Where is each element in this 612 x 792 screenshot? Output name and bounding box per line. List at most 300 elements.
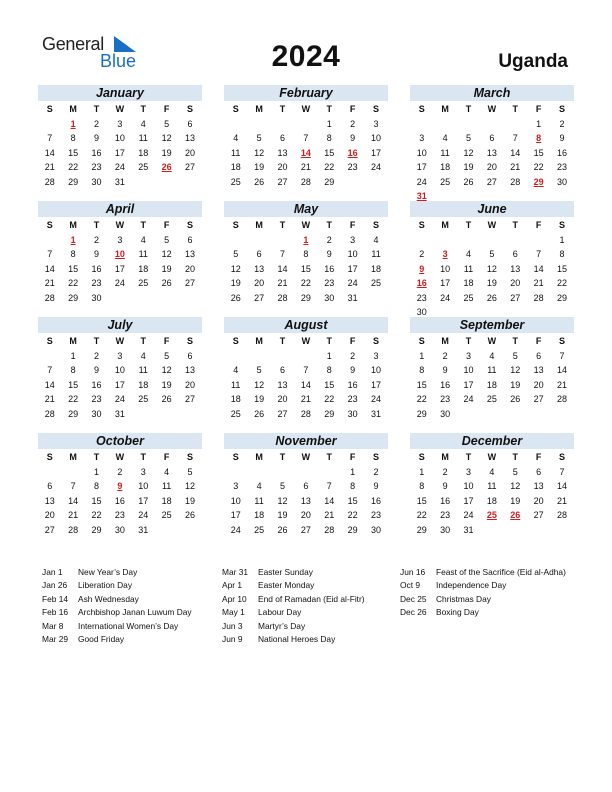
day: 22 <box>300 278 311 288</box>
day: 7 <box>303 365 309 375</box>
day: 29 <box>68 292 79 303</box>
day: 6 <box>187 350 193 361</box>
empty-day <box>38 349 61 364</box>
weekday-label: S <box>373 104 380 114</box>
day: 2 <box>350 350 356 361</box>
holiday-name: Boxing Day <box>436 607 479 618</box>
day: 22 <box>324 162 335 172</box>
day: 12 <box>463 147 474 158</box>
day-grid <box>38 102 202 189</box>
holiday-column <box>400 566 566 620</box>
day: 15 <box>324 147 335 158</box>
day: 21 <box>324 510 335 520</box>
day: 13 <box>533 365 544 375</box>
day: 18 <box>440 162 451 172</box>
holiday-day: 31 <box>416 191 427 201</box>
weekday-label: S <box>373 452 380 462</box>
day-grid <box>38 334 202 421</box>
weekday-label: T <box>465 104 472 114</box>
day: 16 <box>347 379 358 390</box>
day: 1 <box>326 350 332 361</box>
year-title: 2024 <box>271 40 341 73</box>
day: 26 <box>254 176 265 187</box>
day: 21 <box>44 278 55 288</box>
day: 28 <box>533 292 544 303</box>
day: 8 <box>419 481 425 491</box>
holiday-day: 10 <box>114 249 125 259</box>
empty-day <box>38 117 61 132</box>
day: 25 <box>486 394 497 404</box>
empty-day <box>271 349 294 364</box>
day: 26 <box>486 292 497 303</box>
day: 6 <box>279 133 285 143</box>
day: 8 <box>70 365 76 375</box>
day: 25 <box>138 394 149 404</box>
holiday-row <box>400 579 566 592</box>
weekday-label: S <box>418 220 425 230</box>
day: 12 <box>230 263 241 274</box>
day: 14 <box>44 147 55 158</box>
day: 2 <box>419 249 425 259</box>
day: 23 <box>114 510 125 520</box>
day: 24 <box>138 510 149 520</box>
weekday-label: W <box>301 452 311 462</box>
day: 14 <box>68 495 79 506</box>
weekday-label: W <box>115 104 125 114</box>
day: 16 <box>557 147 568 158</box>
day: 10 <box>371 133 382 143</box>
day: 19 <box>161 263 172 274</box>
day: 13 <box>533 481 544 491</box>
month-july <box>38 317 202 421</box>
day: 23 <box>91 394 102 404</box>
day: 4 <box>164 466 170 477</box>
weekday-label: M <box>441 104 449 114</box>
weekday-label: T <box>279 220 286 230</box>
day-grid <box>410 218 574 320</box>
day: 30 <box>91 408 102 419</box>
day: 11 <box>231 147 241 158</box>
day: 3 <box>117 350 123 361</box>
holiday-name: Independence Day <box>436 580 507 591</box>
day: 7 <box>47 133 53 143</box>
day: 6 <box>303 481 309 491</box>
day: 30 <box>371 524 382 535</box>
month-title: September <box>410 317 574 333</box>
weekday-label: T <box>512 104 518 114</box>
month-title: March <box>410 85 574 101</box>
weekday-label: M <box>255 104 263 114</box>
day: 9 <box>350 365 356 375</box>
day: 5 <box>279 481 285 491</box>
day: 4 <box>140 118 146 129</box>
day: 27 <box>254 292 265 303</box>
month-title: December <box>410 433 574 449</box>
day: 9 <box>373 481 379 491</box>
day: 15 <box>533 147 544 158</box>
day: 27 <box>185 278 196 288</box>
day: 2 <box>350 118 356 129</box>
holiday-name: Feast of the Sacrifice (Eid al-Adha) <box>436 567 566 577</box>
day: 26 <box>254 408 265 419</box>
day: 1 <box>326 118 332 129</box>
day: 8 <box>70 249 76 259</box>
day: 19 <box>510 495 521 506</box>
day: 15 <box>68 147 79 158</box>
day: 19 <box>277 510 288 520</box>
day: 17 <box>138 495 149 506</box>
day: 30 <box>114 524 125 535</box>
day: 18 <box>371 263 382 274</box>
day: 5 <box>187 466 193 477</box>
empty-day <box>247 117 270 132</box>
empty-day <box>247 233 270 248</box>
holiday-row <box>42 620 192 633</box>
day: 20 <box>486 162 497 172</box>
weekday-label: S <box>187 104 194 114</box>
day: 25 <box>371 278 382 288</box>
day: 19 <box>161 147 172 158</box>
day: 7 <box>303 133 309 143</box>
day: 9 <box>559 133 565 143</box>
day: 11 <box>487 365 497 375</box>
day: 27 <box>300 524 311 535</box>
day: 27 <box>277 408 288 419</box>
day: 22 <box>68 162 79 172</box>
day: 7 <box>559 466 565 477</box>
day: 8 <box>419 365 425 375</box>
month-title: April <box>38 201 202 217</box>
day: 23 <box>416 292 427 303</box>
day: 24 <box>463 394 474 404</box>
day-grid <box>38 218 202 305</box>
day: 30 <box>416 307 427 317</box>
month-title: May <box>224 201 388 217</box>
empty-day <box>271 465 294 480</box>
day: 24 <box>371 394 382 404</box>
holiday-day: 3 <box>442 249 448 259</box>
day: 23 <box>324 278 335 288</box>
day: 30 <box>91 292 102 303</box>
day: 31 <box>114 176 125 187</box>
holiday-name: Liberation Day <box>78 580 133 591</box>
weekday-label: T <box>326 220 332 230</box>
empty-day <box>38 233 61 248</box>
holiday-name: Archbishop Janan Luwum Day <box>78 607 192 618</box>
day: 3 <box>465 350 471 361</box>
day: 23 <box>440 510 451 520</box>
holiday-name: New Year’s Day <box>78 567 138 577</box>
day: 2 <box>442 466 448 477</box>
day: 24 <box>347 278 358 288</box>
weekday-label: T <box>512 220 518 230</box>
holiday-name: Good Friday <box>78 633 125 644</box>
weekday-label: W <box>115 452 125 462</box>
day: 13 <box>300 495 311 506</box>
day: 5 <box>512 350 518 361</box>
holiday-date: Jun 3 <box>222 620 243 631</box>
day: 15 <box>416 379 427 390</box>
day: 20 <box>533 495 544 506</box>
weekday-label: T <box>140 220 146 230</box>
holiday-name: National Heroes Day <box>258 633 336 644</box>
day: 28 <box>44 408 55 419</box>
empty-day <box>247 349 270 364</box>
day: 26 <box>277 524 288 535</box>
day: 26 <box>230 292 241 303</box>
day: 22 <box>557 278 568 288</box>
day: 30 <box>440 408 451 419</box>
weekday-label: S <box>187 336 194 346</box>
day-grid <box>224 450 388 537</box>
day: 3 <box>140 466 146 477</box>
day: 7 <box>279 249 285 259</box>
day: 14 <box>300 379 311 390</box>
weekday-label: S <box>187 220 194 230</box>
day: 21 <box>510 162 521 172</box>
day: 18 <box>138 263 149 274</box>
empty-day <box>480 117 503 132</box>
day: 7 <box>70 481 76 491</box>
holiday-day: 26 <box>161 162 172 172</box>
day: 3 <box>419 133 425 143</box>
day: 30 <box>440 524 451 535</box>
day: 11 <box>138 133 148 143</box>
day: 21 <box>557 379 568 390</box>
day: 14 <box>557 365 568 375</box>
holiday-row <box>222 593 365 606</box>
weekday-label: T <box>465 336 472 346</box>
weekday-label: F <box>349 336 356 346</box>
day: 7 <box>47 365 53 375</box>
empty-day <box>224 349 247 364</box>
weekday-label: M <box>255 220 263 230</box>
day: 13 <box>486 147 497 158</box>
day: 5 <box>164 350 170 361</box>
holiday-name: Labour Day <box>258 607 302 618</box>
weekday-label: W <box>115 336 125 346</box>
day: 31 <box>138 524 149 535</box>
day: 31 <box>371 408 382 419</box>
weekday-label: S <box>232 336 239 346</box>
day: 22 <box>533 162 544 172</box>
weekday-label: W <box>301 336 311 346</box>
day: 11 <box>138 365 148 375</box>
day: 23 <box>91 162 102 172</box>
weekday-label: M <box>69 452 77 462</box>
day: 22 <box>416 510 427 520</box>
day: 2 <box>93 234 99 245</box>
day: 31 <box>463 524 474 535</box>
month-title: August <box>224 317 388 333</box>
weekday-label: M <box>69 336 77 346</box>
day: 10 <box>114 365 125 375</box>
day: 14 <box>44 263 55 274</box>
day-grid <box>410 102 574 204</box>
day: 14 <box>557 481 568 491</box>
holiday-date: Jan 26 <box>42 580 68 591</box>
day: 23 <box>91 278 102 288</box>
empty-day <box>224 465 247 480</box>
holiday-date: Apr 10 <box>222 593 247 604</box>
day: 21 <box>557 495 568 506</box>
day: 12 <box>510 365 521 375</box>
empty-day <box>504 117 527 132</box>
day: 18 <box>230 162 241 172</box>
day: 19 <box>254 162 265 172</box>
empty-day <box>224 233 247 248</box>
day: 27 <box>533 510 544 520</box>
day: 13 <box>44 495 55 506</box>
weekday-label: S <box>559 452 566 462</box>
weekday-label: F <box>163 104 170 114</box>
day: 29 <box>416 408 427 419</box>
empty-day <box>318 465 341 480</box>
day: 2 <box>93 350 99 361</box>
day: 17 <box>114 263 125 274</box>
empty-day <box>504 233 527 248</box>
day: 26 <box>185 510 196 520</box>
day: 15 <box>347 495 358 506</box>
weekday-label: T <box>326 336 332 346</box>
day: 2 <box>559 118 565 129</box>
day: 14 <box>277 263 288 274</box>
day: 16 <box>114 495 125 506</box>
weekday-label: T <box>140 104 146 114</box>
day: 22 <box>68 278 79 288</box>
empty-day <box>410 117 433 132</box>
day: 26 <box>463 176 474 187</box>
weekday-label: M <box>441 452 449 462</box>
day: 24 <box>371 162 382 172</box>
day: 15 <box>324 379 335 390</box>
holiday-name: Ash Wednesday <box>78 593 139 604</box>
weekday-label: T <box>279 452 286 462</box>
day: 16 <box>324 263 335 274</box>
day: 25 <box>440 176 451 187</box>
day: 5 <box>512 466 518 477</box>
holiday-row <box>400 606 566 619</box>
day: 6 <box>187 234 193 245</box>
day: 26 <box>161 394 172 404</box>
day: 3 <box>117 118 123 129</box>
day: 2 <box>373 466 379 477</box>
holiday-date: Jun 16 <box>400 567 426 577</box>
holiday-row <box>222 566 365 579</box>
day: 27 <box>533 394 544 404</box>
day: 19 <box>254 394 265 404</box>
day: 20 <box>277 394 288 404</box>
day: 12 <box>161 249 172 259</box>
month-title: January <box>38 85 202 101</box>
day: 10 <box>230 495 241 506</box>
weekday-label: T <box>326 104 332 114</box>
day: 30 <box>324 292 335 303</box>
day: 4 <box>233 133 239 143</box>
day: 20 <box>185 379 196 390</box>
month-title: October <box>38 433 202 449</box>
day: 28 <box>510 176 521 187</box>
day: 17 <box>114 147 125 158</box>
day: 17 <box>463 379 474 390</box>
day: 11 <box>487 481 497 491</box>
day: 17 <box>371 379 382 390</box>
day: 2 <box>117 466 123 477</box>
day: 19 <box>230 278 241 288</box>
day: 20 <box>44 510 55 520</box>
day: 29 <box>68 408 79 419</box>
holiday-column <box>222 566 365 646</box>
holiday-day: 1 <box>70 234 76 245</box>
day: 29 <box>347 524 358 535</box>
weekday-label: W <box>487 452 497 462</box>
empty-day <box>527 233 550 248</box>
empty-day <box>294 349 317 364</box>
holiday-name: International Women’s Day <box>78 620 179 631</box>
day: 12 <box>510 481 521 491</box>
day: 6 <box>536 350 542 361</box>
holiday-day: 25 <box>486 510 497 520</box>
holiday-date: Jun 9 <box>222 633 243 644</box>
day: 24 <box>114 278 125 288</box>
day: 13 <box>185 365 196 375</box>
month-title: November <box>224 433 388 449</box>
day: 28 <box>44 292 55 303</box>
day: 17 <box>347 263 358 274</box>
holiday-date: Jan 1 <box>42 567 63 577</box>
day: 27 <box>486 176 497 187</box>
holiday-name: Easter Monday <box>258 580 315 591</box>
empty-day <box>294 465 317 480</box>
weekday-label: F <box>535 452 542 462</box>
weekday-label: M <box>69 104 77 114</box>
weekday-label: S <box>232 104 239 114</box>
weekday-label: M <box>441 336 449 346</box>
day: 21 <box>300 162 311 172</box>
day: 25 <box>463 292 474 303</box>
day: 13 <box>277 147 288 158</box>
day: 10 <box>371 365 382 375</box>
day: 4 <box>373 234 379 245</box>
weekday-label: S <box>46 220 53 230</box>
day: 5 <box>256 365 262 375</box>
day: 19 <box>486 278 497 288</box>
empty-day <box>433 117 456 132</box>
day: 29 <box>416 524 427 535</box>
day: 25 <box>230 176 241 187</box>
day: 10 <box>347 249 358 259</box>
day: 16 <box>440 495 451 506</box>
day: 3 <box>465 466 471 477</box>
day: 13 <box>185 249 196 259</box>
day: 26 <box>510 394 521 404</box>
day: 15 <box>68 263 79 274</box>
day: 20 <box>185 147 196 158</box>
weekday-label: F <box>163 336 170 346</box>
country-title: Uganda <box>498 51 568 72</box>
day: 18 <box>138 147 149 158</box>
day: 23 <box>371 510 382 520</box>
day: 24 <box>114 394 125 404</box>
day: 23 <box>347 394 358 404</box>
day: 3 <box>233 481 239 491</box>
month-may <box>224 201 388 305</box>
day: 17 <box>230 510 241 520</box>
day: 2 <box>326 234 332 245</box>
day: 1 <box>419 350 425 361</box>
day: 12 <box>254 147 265 158</box>
month-title: July <box>38 317 202 333</box>
